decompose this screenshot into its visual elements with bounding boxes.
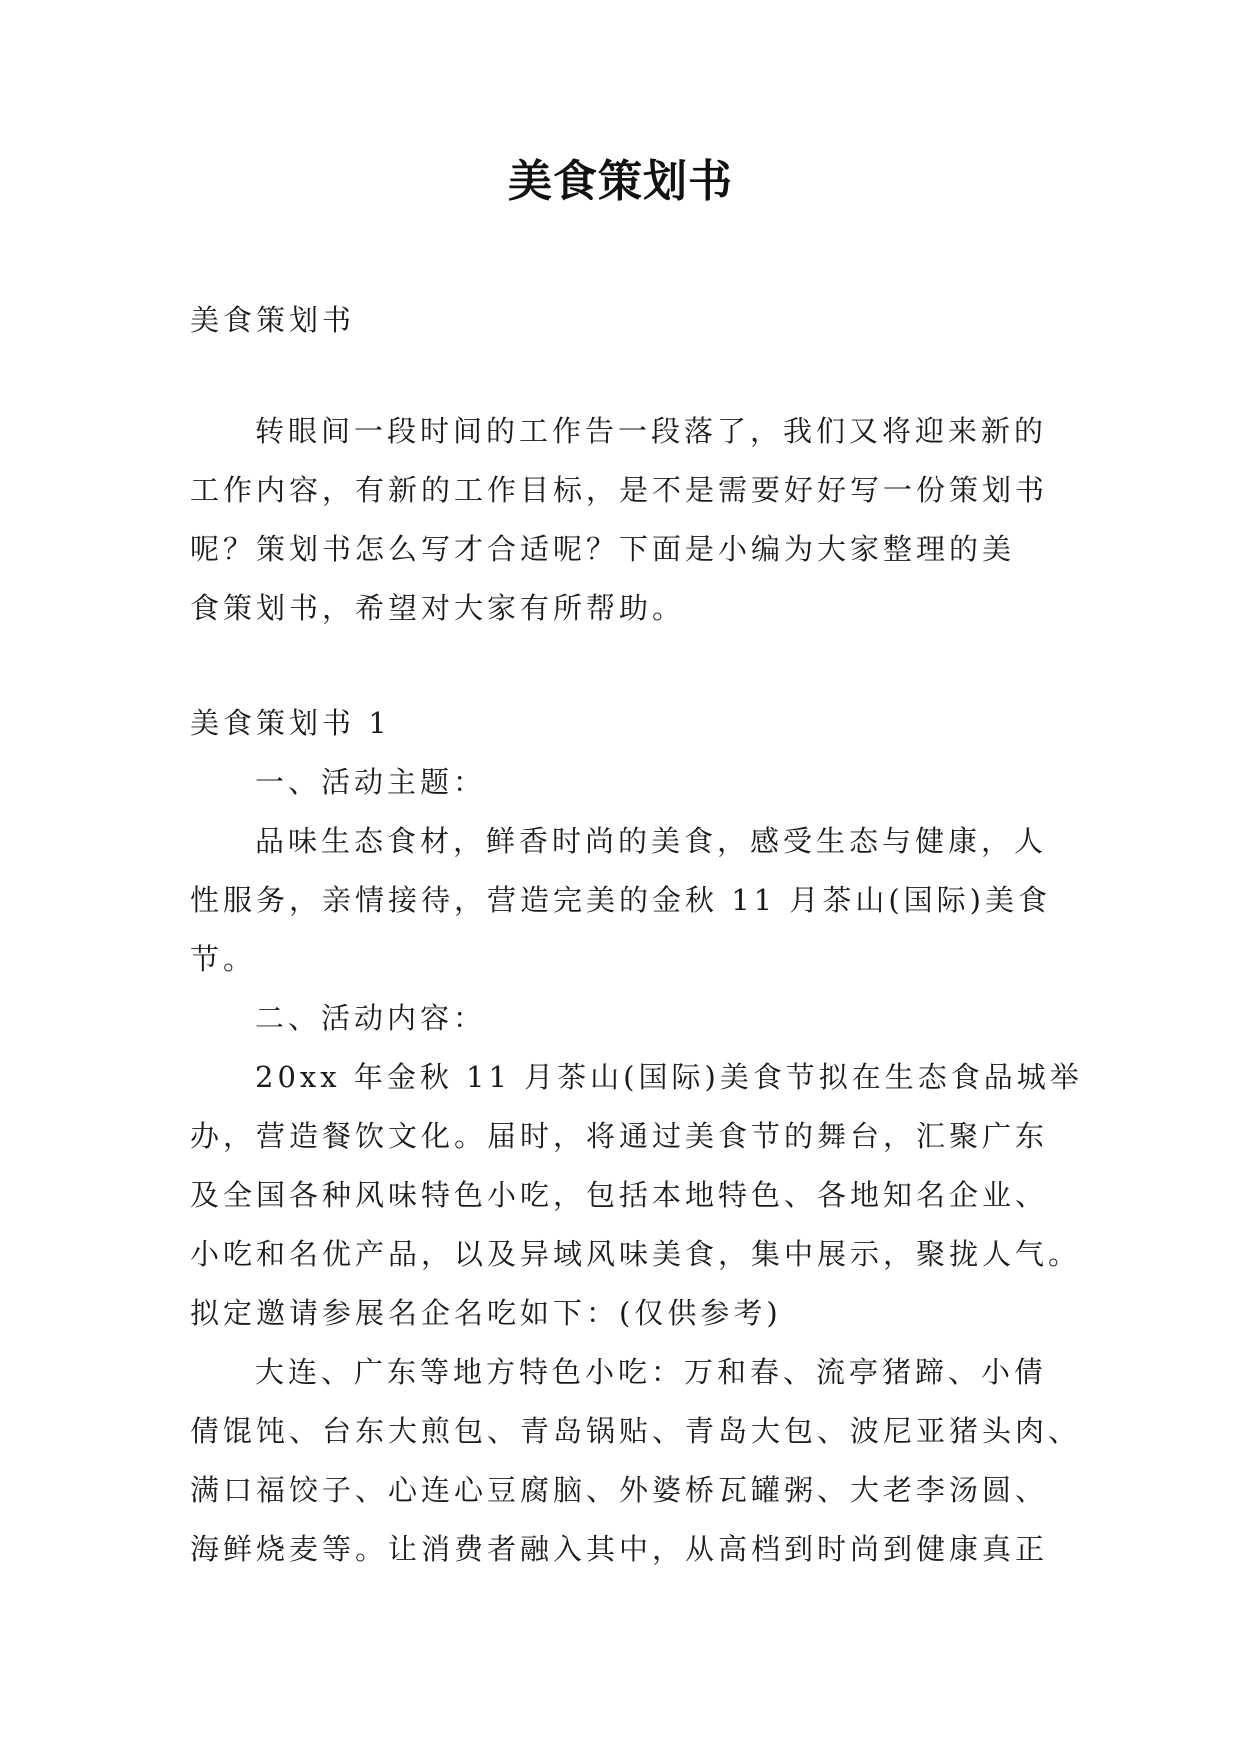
body-line: 满口福饺子、心连心豆腐脑、外婆桥瓦罐粥、大老李汤圆、 [190,1473,1049,1507]
subheading-theme: 一、活动主题： [255,765,487,799]
document-title: 美食策划书 [508,156,733,207]
body-line: 性服务，亲情接待，营造完美的金秋 11 月茶山(国际)美食 [190,883,1051,917]
intro-line: 转眼间一段时间的工作告一段落了，我们又将迎来新的 [255,414,1048,448]
section-heading: 美食策划书 1 [190,706,391,740]
subheading-content: 二、活动内容： [255,1001,487,1035]
body-line: 大连、广东等地方特色小吃：万和春、流亭猪蹄、小倩 [255,1355,1048,1389]
intro-line: 食策划书，希望对大家有所帮助。 [190,591,686,625]
intro-line: 呢？策划书怎么写才合适呢？下面是小编为大家整理的美 [190,532,1016,566]
body-line: 小吃和名优产品，以及异域风味美食，集中展示，聚拢人气。 [190,1237,1082,1271]
body-line: 20xx 年金秋 11 月茶山(国际)美食节拟在生态食品城举 [255,1060,1083,1094]
body-line: 海鲜烧麦等。让消费者融入其中，从高档到时尚到健康真正 [190,1532,1049,1566]
intro-line: 工作内容，有新的工作目标，是不是需要好好写一份策划书 [190,473,1049,507]
body-line: 办，营造餐饮文化。届时，将通过美食节的舞台，汇聚广东 [190,1119,1049,1153]
subtitle-line: 美食策划书 [190,303,356,337]
body-line: 及全国各种风味特色小吃，包括本地特色、各地知名企业、 [190,1178,1049,1212]
body-line: 品味生态食材，鲜香时尚的美食，感受生态与健康，人 [255,824,1048,858]
body-line: 拟定邀请参展名企名吃如下：(仅供参考) [190,1296,782,1330]
body-line: 节。 [190,942,257,976]
body-line: 倩馄饨、台东大煎包、青岛锅贴、青岛大包、波尼亚猪头肉、 [190,1414,1082,1448]
